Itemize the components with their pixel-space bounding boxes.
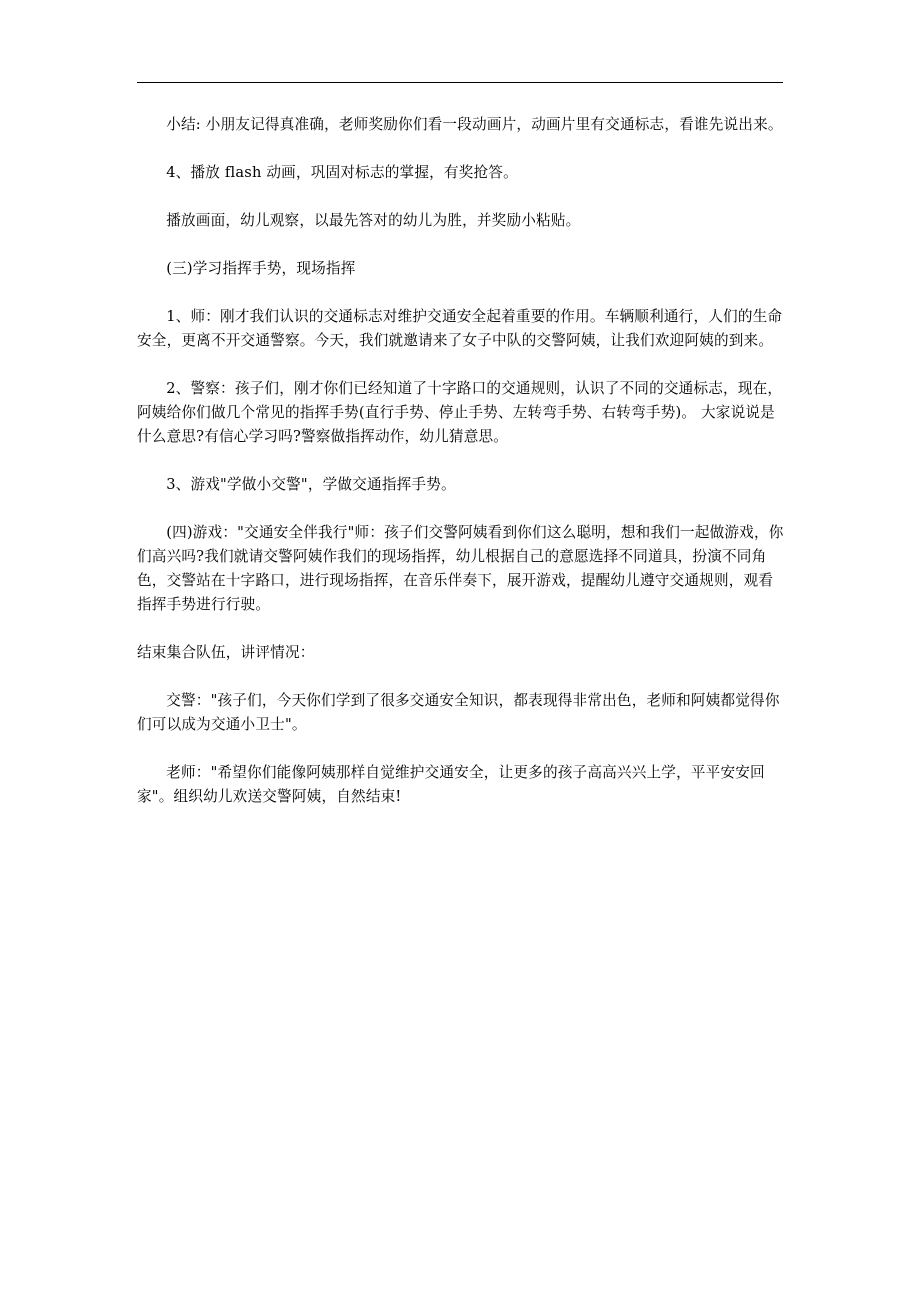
header-rule [137, 82, 783, 83]
document-body [137, 113, 787, 833]
section-heading-3: (三)学习指挥手势，现场指挥 [166, 260, 356, 277]
paragraph-step-3: 3、游戏"学做小交警"，学做交通指挥手势。 [166, 476, 456, 493]
paragraph-teacher-quote: 老师："希望你们能像阿姨那样自觉维护交通安全，让更多的孩子高高兴兴上学，平平安安回家"。组织幼儿欢送交警阿姨，自然结束! [137, 764, 765, 805]
paragraph-step-4: 4、播放 flash 动画，巩固对标志的掌握，有奖抢答。 [166, 164, 518, 181]
paragraph-police-quote: 交警："孩子们，今天你们学到了很多交通安全知识，都表现得非常出色，老师和阿姨都觉得你们可以成为交通小卫士"。 [137, 692, 780, 733]
paragraph-play-screen: 播放画面，幼儿观察，以最先答对的幼儿为胜，并奖励小粘贴。 [166, 212, 581, 229]
paragraph-step-2: 2、警察：孩子们，刚才你们已经知道了十字路口的交通规则，认识了不同的交通标志，现在，阿姨给你们做几个常见的指挥手势(直行手势、停止手势、左转弯手势、右转弯手势)。 大家说说是什么意思?有信心学习吗?警察做指挥动作，幼儿猜意思。 [137, 380, 783, 445]
paragraph-closing: 结束集合队伍，讲评情况： [137, 644, 315, 661]
paragraph-step-1: 1、师：刚才我们认识的交通标志对维护交通安全起着重要的作用。车辆顺利通行，人们的生命安全，更离不开交通警察。今天，我们就邀请来了女子中队的交警阿姨，让我们欢迎阿姨的到来。 [137, 308, 783, 349]
section-heading-4-game: (四)游戏："交通安全伴我行"师：孩子们交警阿姨看到你们这么聪明，想和我们一起做游戏，你们高兴吗?我们就请交警阿姨作我们的现场指挥，幼儿根据自己的意愿选择不同道具，扮演不同角色，交警站在十字路口，进行现场指挥，在音乐伴奏下，展开游戏，提醒幼儿遵守交通规则，观看指挥手势进行行驶。 [137, 524, 784, 613]
paragraph-summary: 小结: 小朋友记得真准确，老师奖励你们看一段动画片，动画片里有交通标志，看谁先说出来。 [166, 116, 783, 133]
